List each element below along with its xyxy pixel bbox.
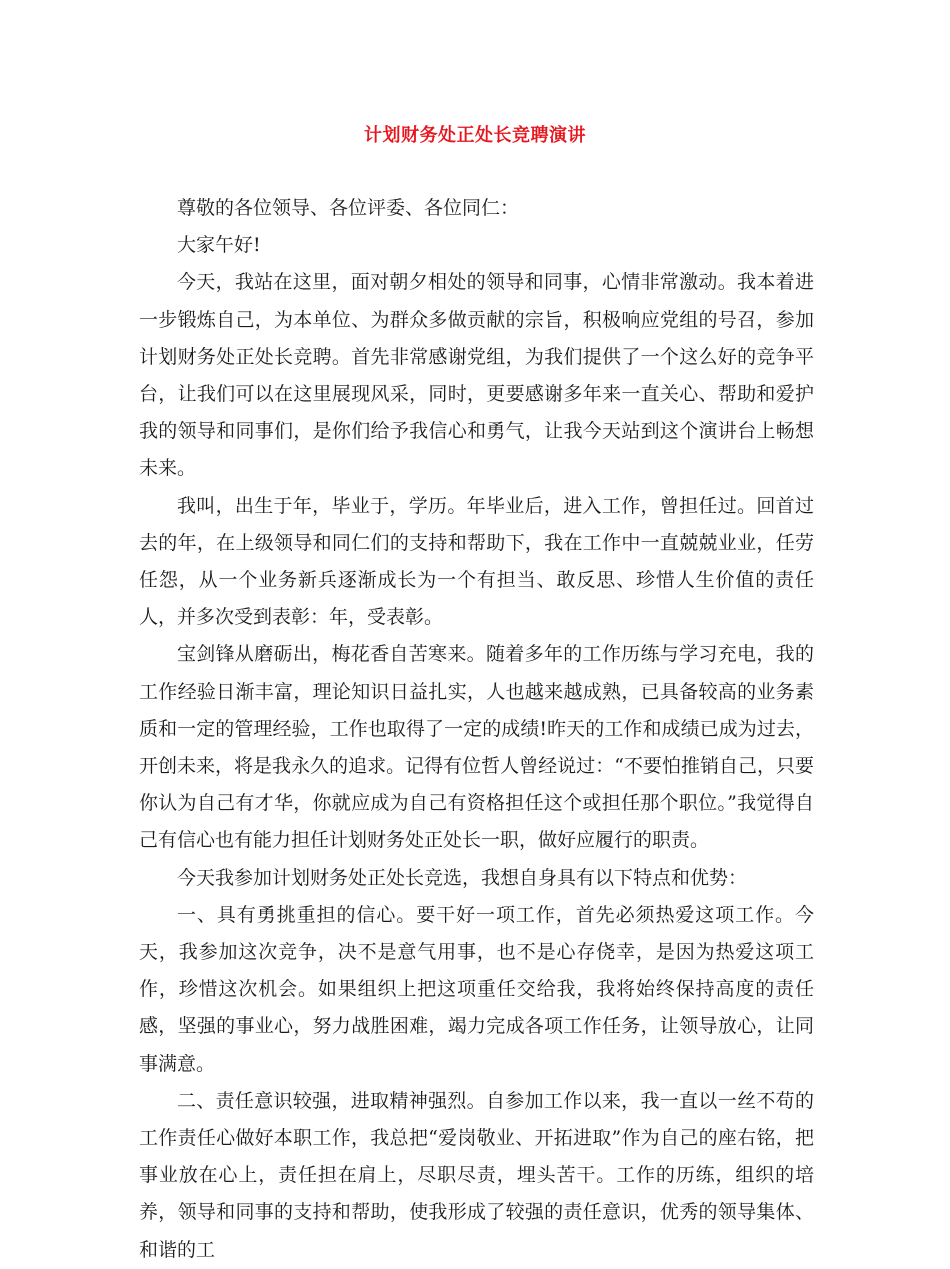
greeting: 大家午好! bbox=[177, 234, 261, 257]
body-paragraph: 二、责任意识较强，进取精神强烈。自参加工作以来，我一直以一丝不苟的工作责任心做好本职工作，我总把“爱岗敬业、开拓进取”作为自己的座右铭，把事业放在心上，责任担在肩上，尽职尽责，埋头苦干。工作的历练，组织的培养，领导和同事的支持和帮助，使我形成了较强的责任意识，优秀的领导集体、和谐的工 bbox=[139, 1089, 814, 1261]
document-body bbox=[139, 190, 814, 1269]
body-paragraph: 一、具有勇挑重担的信心。要干好一项工作，首先必须热爱这项工作。今天，我参加这次竞争，决不是意气用事，也不是心存侥幸，是因为热爱这项工作，珍惜这次机会。如果组织上把这项重任交给我，我将始终保持高度的责任感，坚强的事业心，努力战胜困难，竭力完成各项工作任务，让领导放心，让同事满意。 bbox=[139, 903, 814, 1075]
document-title: 计划财务处正处长竞聘演讲 bbox=[364, 125, 586, 146]
salutation: 尊敬的各位领导、各位评委、各位同仁： bbox=[177, 197, 520, 219]
body-paragraph: 今天，我站在这里，面对朝夕相处的领导和同事，心情非常激动。我本着进一步锻炼自己，为本单位、为群众多做贡献的宗旨，积极响应党组的号召，参加计划财务处正处长竞聘。首先非常感谢党组，为我们提供了一个这么好的竞争平台，让我们可以在这里展现风采，同时，更要感谢多年来一直关心、帮助和爱护我的领导和同事们，是你们给予我信心和勇气，让我今天站到这个演讲台上畅想未来。 bbox=[139, 271, 814, 480]
body-paragraph: 我叫，出生于年，毕业于，学历。年毕业后，进入工作，曾担任过。回首过去的年，在上级领导和同仁们的支持和帮助下，我在工作中一直兢兢业业，任劳任怨，从一个业务新兵逐渐成长为一个有担当、敢反思、珍惜人生价值的责任人，并多次受到表彰：年，受表彰。 bbox=[139, 494, 814, 629]
body-paragraph: 宝剑锋从磨砺出，梅花香自苦寒来。随着多年的工作历练与学习充电，我的工作经验日渐丰富，理论知识日益扎实，人也越来越成熟，已具备较高的业务素质和一定的管理经验，工作也取得了一定的成绩!昨天的工作和成绩已成为过去，开创未来，将是我永久的追求。记得有位哲人曾经说过：“不要怕推销自己，只要你认为自己有才华，你就应成为自己有资格担任这个或担任那个职位。”我觉得自己有信心也有能力担任计划财务处正处长一职，做好应履行的职责。 bbox=[139, 643, 814, 852]
body-paragraph: 今天我参加计划财务处正处长竞选，我想自身具有以下特点和优势： bbox=[177, 866, 748, 889]
